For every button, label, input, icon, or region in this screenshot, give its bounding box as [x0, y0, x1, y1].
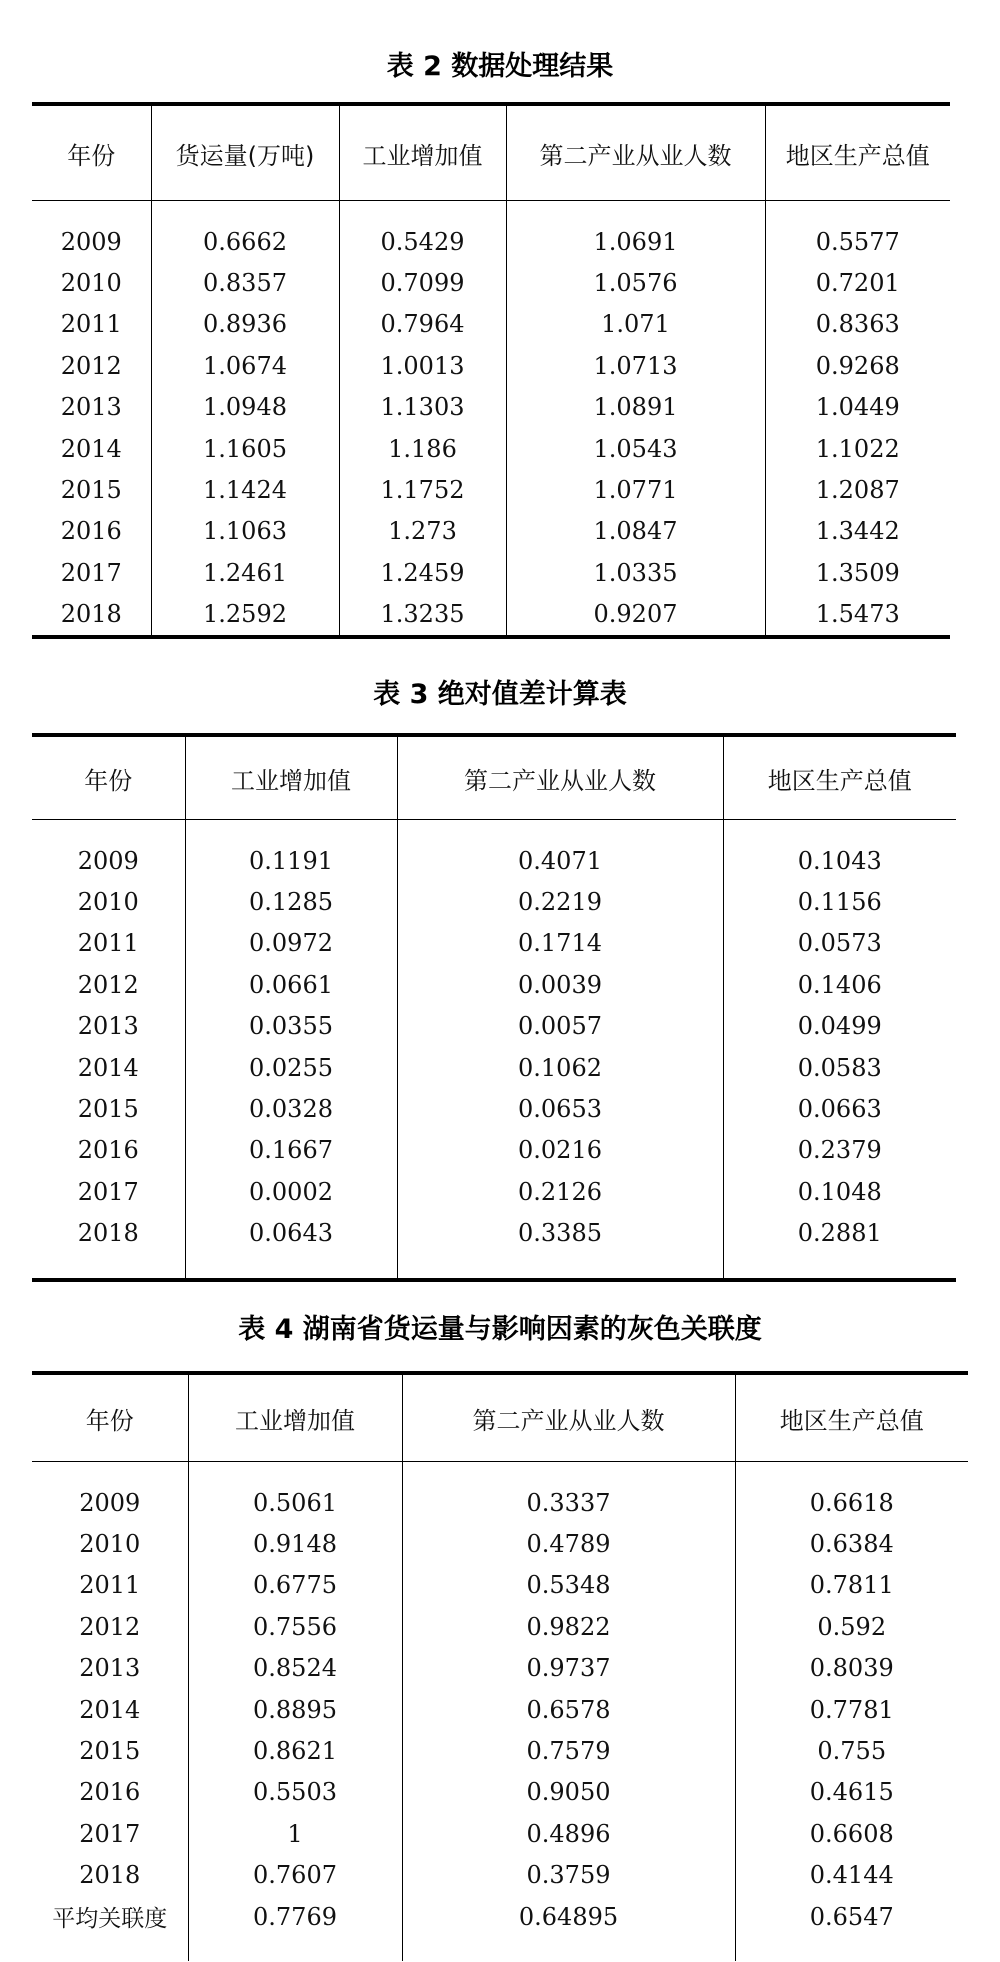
- value-cell: 0.0573: [723, 923, 956, 964]
- value-cell: 1.1605: [151, 428, 339, 469]
- value-cell: 0.9050: [402, 1772, 735, 1813]
- year-cell: 2018: [77, 1219, 139, 1248]
- value-cell: 0.7607: [188, 1855, 402, 1896]
- spacer-cell: [32, 1937, 188, 1961]
- value-cell: 0.4071: [397, 840, 723, 881]
- value-cell: 1.0691: [506, 221, 765, 262]
- value-cell: 0.6608: [735, 1813, 968, 1854]
- value-cell: 0.7099: [339, 262, 506, 303]
- data-processing-table: [32, 102, 950, 639]
- value-cell: 0.0972: [185, 923, 397, 964]
- value-cell: 0.0255: [185, 1047, 397, 1088]
- year-cell: 平均关联度: [52, 1906, 168, 1933]
- value-cell: 0.7201: [765, 262, 950, 303]
- column-header: 年份: [32, 1373, 188, 1462]
- value-cell: 0.0328: [185, 1088, 397, 1129]
- value-cell: 0.3385: [397, 1213, 723, 1254]
- spacer-cell: [32, 1254, 185, 1280]
- value-cell: 0.0653: [397, 1088, 723, 1129]
- year-cell: 2012: [60, 351, 122, 380]
- table-row: [32, 881, 956, 922]
- value-cell: 0.6662: [151, 221, 339, 262]
- table-row: [32, 1565, 968, 1606]
- year-cell: 2014: [60, 434, 122, 463]
- value-cell: 0.1714: [397, 923, 723, 964]
- value-cell: 0.7556: [188, 1606, 402, 1647]
- table-row: [32, 428, 950, 469]
- value-cell: 0.6618: [735, 1482, 968, 1523]
- spacer-row: [32, 1937, 968, 1961]
- column-header: 年份: [32, 735, 185, 820]
- spacer-cell: [735, 1462, 968, 1483]
- value-cell: 0.5348: [402, 1565, 735, 1606]
- table-row: [32, 594, 950, 637]
- year-cell: 2016: [77, 1136, 139, 1165]
- spacer-cell: [397, 1254, 723, 1280]
- value-cell: 1.3235: [339, 594, 506, 637]
- year-cell: 2011: [77, 929, 139, 958]
- value-cell: 0.6578: [402, 1689, 735, 1730]
- spacer-cell: [32, 1462, 188, 1483]
- spacer-cell: [723, 1254, 956, 1280]
- value-cell: 1.2592: [151, 594, 339, 637]
- column-header: 地区生产总值: [735, 1373, 968, 1462]
- table-row: [32, 1689, 968, 1730]
- value-cell: 0.7964: [339, 304, 506, 345]
- value-cell: 0.9148: [188, 1523, 402, 1564]
- year-cell: 2013: [60, 393, 122, 422]
- value-cell: 0.0002: [185, 1171, 397, 1212]
- table-row: [32, 1523, 968, 1564]
- value-cell: 0.3337: [402, 1482, 735, 1523]
- value-cell: 1: [188, 1813, 402, 1854]
- table-row: [32, 1606, 968, 1647]
- value-cell: 0.8936: [151, 304, 339, 345]
- value-cell: 0.0643: [185, 1213, 397, 1254]
- value-cell: 0.0499: [723, 1006, 956, 1047]
- spacer-row: [32, 201, 950, 222]
- value-cell: 0.0583: [723, 1047, 956, 1088]
- value-cell: 1.0713: [506, 345, 765, 386]
- year-cell: 2017: [77, 1177, 139, 1206]
- value-cell: 0.8621: [188, 1730, 402, 1771]
- spacer-cell: [339, 201, 506, 222]
- value-cell: 0.9737: [402, 1648, 735, 1689]
- value-cell: 1.3442: [765, 511, 950, 552]
- value-cell: 0.1667: [185, 1130, 397, 1171]
- year-cell: 2009: [60, 227, 122, 256]
- value-cell: 0.1048: [723, 1171, 956, 1212]
- value-cell: 1.0674: [151, 345, 339, 386]
- column-header: 地区生产总值: [765, 104, 950, 201]
- value-cell: 0.9207: [506, 594, 765, 637]
- value-cell: 1.071: [506, 304, 765, 345]
- value-cell: 0.7811: [735, 1565, 968, 1606]
- spacer-cell: [185, 1254, 397, 1280]
- value-cell: 0.5503: [188, 1772, 402, 1813]
- spacer-row: [32, 820, 956, 841]
- value-cell: 1.0449: [765, 387, 950, 428]
- spacer-cell: [765, 201, 950, 222]
- year-cell: 2016: [60, 517, 122, 546]
- year-cell: 2010: [77, 888, 139, 917]
- value-cell: 1.1063: [151, 511, 339, 552]
- value-cell: 0.64895: [402, 1896, 735, 1937]
- table-row: [32, 1730, 968, 1771]
- year-cell: 2016: [79, 1778, 141, 1807]
- value-cell: 0.8895: [188, 1689, 402, 1730]
- table4-caption: 表 4 湖南省货运量与影响因素的灰色关联度: [238, 1314, 762, 1345]
- value-cell: 1.0891: [506, 387, 765, 428]
- table-row: [32, 1213, 956, 1254]
- year-cell: 2018: [79, 1861, 141, 1890]
- spacer-row: [32, 1462, 968, 1483]
- table-row: [32, 262, 950, 303]
- year-cell: 2015: [79, 1737, 141, 1766]
- spacer-cell: [506, 201, 765, 222]
- year-cell: 2012: [79, 1612, 141, 1641]
- value-cell: 0.7579: [402, 1730, 735, 1771]
- value-cell: 0.4896: [402, 1813, 735, 1854]
- year-cell: 2012: [77, 970, 139, 999]
- value-cell: 0.7769: [188, 1896, 402, 1937]
- value-cell: 0.4144: [735, 1855, 968, 1896]
- table-row: [32, 964, 956, 1005]
- value-cell: 0.4789: [402, 1523, 735, 1564]
- value-cell: 0.5061: [188, 1482, 402, 1523]
- year-cell: 2009: [79, 1488, 141, 1517]
- value-cell: 1.0771: [506, 469, 765, 510]
- column-header: 工业增加值: [188, 1373, 402, 1462]
- value-cell: 0.6775: [188, 1565, 402, 1606]
- value-cell: 1.0948: [151, 387, 339, 428]
- table-row: [32, 387, 950, 428]
- value-cell: 0.0039: [397, 964, 723, 1005]
- column-header: 第二产业从业人数: [397, 735, 723, 820]
- year-cell: 2014: [77, 1053, 139, 1082]
- table-row: [32, 345, 950, 386]
- table-row: [32, 469, 950, 510]
- table-row: [32, 840, 956, 881]
- year-cell: 2011: [79, 1571, 141, 1600]
- value-cell: 0.6547: [735, 1896, 968, 1937]
- value-cell: 1.186: [339, 428, 506, 469]
- year-cell: 2017: [79, 1819, 141, 1848]
- value-cell: 1.273: [339, 511, 506, 552]
- value-cell: 0.0663: [723, 1088, 956, 1129]
- value-cell: 0.9268: [765, 345, 950, 386]
- value-cell: 1.2461: [151, 552, 339, 593]
- column-header: 第二产业从业人数: [402, 1373, 735, 1462]
- table-row: [32, 1006, 956, 1047]
- value-cell: 0.7781: [735, 1689, 968, 1730]
- grey-correlation-table: [32, 1371, 968, 1961]
- value-cell: 0.3759: [402, 1855, 735, 1896]
- table-row: [32, 1813, 968, 1854]
- year-cell: 2013: [79, 1654, 141, 1683]
- value-cell: 0.1043: [723, 840, 956, 881]
- value-cell: 1.1022: [765, 428, 950, 469]
- value-cell: 0.1062: [397, 1047, 723, 1088]
- value-cell: 0.755: [735, 1730, 968, 1771]
- table-row: [32, 552, 950, 593]
- value-cell: 0.2379: [723, 1130, 956, 1171]
- year-cell: 2014: [79, 1695, 141, 1724]
- table-row: [32, 304, 950, 345]
- value-cell: 1.2087: [765, 469, 950, 510]
- spacer-cell: [402, 1937, 735, 1961]
- value-cell: 0.0057: [397, 1006, 723, 1047]
- value-cell: 1.0576: [506, 262, 765, 303]
- column-header: 工业增加值: [339, 104, 506, 201]
- value-cell: 0.8039: [735, 1648, 968, 1689]
- year-cell: 2015: [60, 476, 122, 505]
- value-cell: 1.2459: [339, 552, 506, 593]
- value-cell: 0.4615: [735, 1772, 968, 1813]
- value-cell: 0.0216: [397, 1130, 723, 1171]
- year-cell: 2018: [60, 600, 122, 629]
- value-cell: 1.0847: [506, 511, 765, 552]
- value-cell: 0.1191: [185, 840, 397, 881]
- value-cell: 1.0335: [506, 552, 765, 593]
- table-row: [32, 511, 950, 552]
- absolute-difference-table: [32, 733, 956, 1282]
- column-header: 货运量(万吨): [151, 104, 339, 201]
- table-row: [32, 1772, 968, 1813]
- value-cell: 1.0543: [506, 428, 765, 469]
- table-row: [32, 1482, 968, 1523]
- table-row: [32, 221, 950, 262]
- value-cell: 0.5577: [765, 221, 950, 262]
- value-cell: 0.2881: [723, 1213, 956, 1254]
- year-cell: 2017: [60, 558, 122, 587]
- column-header: 工业增加值: [185, 735, 397, 820]
- spacer-cell: [185, 820, 397, 841]
- year-cell: 2013: [77, 1012, 139, 1041]
- value-cell: 0.1406: [723, 964, 956, 1005]
- column-header: 年份: [32, 104, 151, 201]
- value-cell: 1.1424: [151, 469, 339, 510]
- table-row: [32, 1047, 956, 1088]
- value-cell: 1.5473: [765, 594, 950, 637]
- spacer-cell: [188, 1937, 402, 1961]
- value-cell: 1.1752: [339, 469, 506, 510]
- table-row: [32, 1855, 968, 1896]
- table2-caption: 表 2 数据处理结果: [386, 51, 614, 82]
- spacer-cell: [32, 820, 185, 841]
- spacer-cell: [402, 1462, 735, 1483]
- value-cell: 0.592: [735, 1606, 968, 1647]
- value-cell: 0.2126: [397, 1171, 723, 1212]
- value-cell: 1.0013: [339, 345, 506, 386]
- spacer-cell: [397, 820, 723, 841]
- value-cell: 0.6384: [735, 1523, 968, 1564]
- value-cell: 0.0661: [185, 964, 397, 1005]
- value-cell: 0.2219: [397, 881, 723, 922]
- value-cell: 1.3509: [765, 552, 950, 593]
- spacer-cell: [723, 820, 956, 841]
- value-cell: 1.1303: [339, 387, 506, 428]
- spacer-cell: [151, 201, 339, 222]
- spacer-row: [32, 1254, 956, 1280]
- value-cell: 0.5429: [339, 221, 506, 262]
- spacer-cell: [188, 1462, 402, 1483]
- spacer-cell: [32, 201, 151, 222]
- value-cell: 0.1285: [185, 881, 397, 922]
- table-row: [32, 1896, 968, 1937]
- spacer-cell: [735, 1937, 968, 1961]
- value-cell: 0.1156: [723, 881, 956, 922]
- value-cell: 0.8357: [151, 262, 339, 303]
- year-cell: 2010: [79, 1530, 141, 1559]
- table-row: [32, 923, 956, 964]
- table-row: [32, 1648, 968, 1689]
- value-cell: 0.0355: [185, 1006, 397, 1047]
- table3-caption: 表 3 绝对值差计算表: [373, 679, 627, 710]
- value-cell: 0.8363: [765, 304, 950, 345]
- column-header: 第二产业从业人数: [506, 104, 765, 201]
- year-cell: 2009: [77, 846, 139, 875]
- table-row: [32, 1171, 956, 1212]
- year-cell: 2015: [77, 1095, 139, 1124]
- table-row: [32, 1130, 956, 1171]
- year-cell: 2011: [60, 310, 122, 339]
- value-cell: 0.9822: [402, 1606, 735, 1647]
- table-row: [32, 1088, 956, 1129]
- year-cell: 2010: [60, 269, 122, 298]
- value-cell: 0.8524: [188, 1648, 402, 1689]
- column-header: 地区生产总值: [723, 735, 956, 820]
